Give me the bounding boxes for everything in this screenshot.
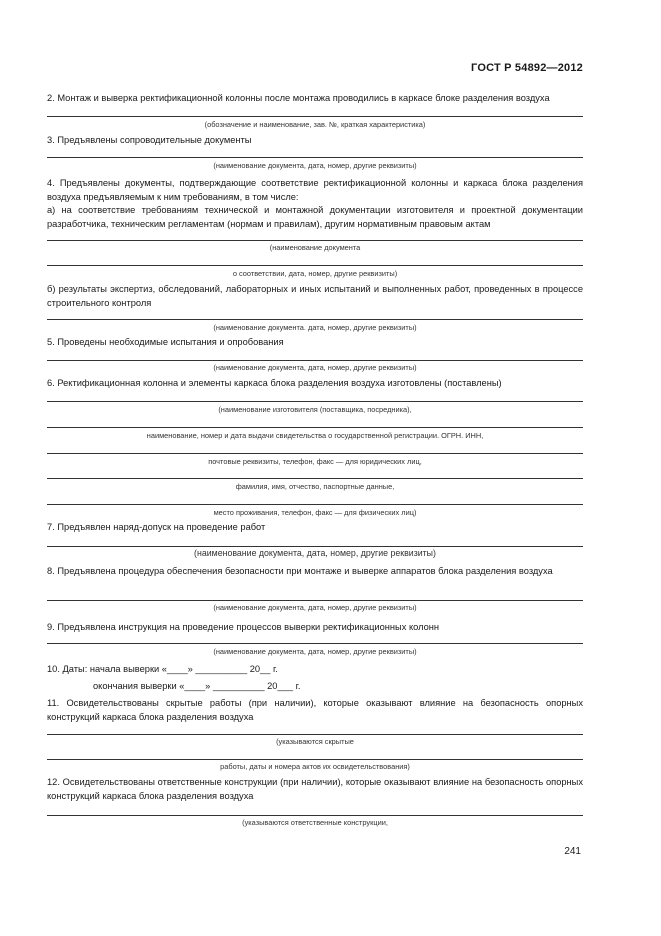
item-8-text: 8. Предъявлена процедура обеспечения безопасности при монтаже и выверке аппаратов блока разделения воздуха xyxy=(47,566,553,576)
fill-line xyxy=(47,815,583,816)
fill-line xyxy=(47,427,583,428)
item-12-text: 12. Освидетельствованы ответственные конструкции (при наличии), которые оказывают влияние на безопасность опорных конструкций каркаса блока разделения воздуха xyxy=(47,777,583,801)
item-6-caption-5: место проживания, телефон, факс — для физических лиц) xyxy=(213,508,417,517)
item-5-caption: (наименование документа, дата, номер, другие реквизиты) xyxy=(213,363,417,372)
item-11-caption-1: (указываются скрытые xyxy=(276,737,354,746)
fill-line xyxy=(47,265,583,266)
page-number: 241 xyxy=(564,846,581,857)
item-3-caption: (наименование документа, дата, номер, другие реквизиты) xyxy=(213,161,417,170)
fill-line xyxy=(47,643,583,644)
item-10-start-date: 10. Даты: начала выверки «____» __________ 20__ г. xyxy=(47,664,278,674)
item-4a-caption-2: о соответствии, дата, номер, другие реквизиты) xyxy=(232,269,398,278)
item-4-text: 4. Предъявлены документы, подтверждающие соответствие ректификационной колонны и каркаса блока разделения воздуха предъявляемым к ним требованиям, в том числе: xyxy=(47,178,583,202)
item-8-caption: (наименование документа, дата, номер, другие реквизиты) xyxy=(213,603,417,612)
item-2-caption: (обозначение и наименование, зав. №, краткая характеристика) xyxy=(204,120,426,129)
fill-line xyxy=(47,600,583,601)
item-6-text: 6. Ректификационная колонна и элементы каркаса блока разделения воздуха изготовлены (поставлены) xyxy=(47,378,502,388)
item-4b-caption: (наименование документа. дата, номер, другие реквизиты) xyxy=(213,323,417,332)
item-4a-text: а) на соответствие требованиям технической и монтажной документации изготовителя и проектной документации разработчика, техническим регламентам (нормам и правилам), другим нормативным правовым актам xyxy=(47,205,583,229)
fill-line xyxy=(47,360,583,361)
fill-line xyxy=(47,319,583,320)
item-4a-caption-1: (наименование документа xyxy=(269,243,361,252)
fill-line xyxy=(47,453,583,454)
fill-line xyxy=(47,116,583,117)
fill-line xyxy=(47,504,583,505)
fill-line xyxy=(47,478,583,479)
item-6-caption-3: почтовые реквизиты, телефон, факс — для юридических лиц, xyxy=(208,457,422,466)
item-11-text: 11. Освидетельствованы скрытые работы (при наличии), которые оказывают влияние на безопасность опорных конструкций каркаса блока разделения воздуха xyxy=(47,698,583,722)
item-6-caption-1: (наименование изготовителя (поставщика, посредника), xyxy=(218,405,412,414)
item-11-caption-2: работы, даты и номера актов их освидетельствования) xyxy=(220,762,410,771)
item-9-caption: (наименование документа, дата, номер, другие реквизиты) xyxy=(213,647,417,656)
item-7-caption: (наименование документа, дата, номер, другие реквизиты) xyxy=(194,548,436,558)
item-6-caption-2: наименование, номер и дата выдачи свидетельства о государственной регистрации. ОГРН. ИНН, xyxy=(146,431,484,440)
item-9-text: 9. Предъявлена инструкция на проведение процессов выверки ректификационных колонн xyxy=(47,622,440,632)
fill-line xyxy=(47,240,583,241)
fill-line xyxy=(47,546,583,547)
item-7-text: 7. Предъявлен наряд-допуск на проведение работ xyxy=(47,522,266,532)
item-3-text: 3. Предъявлены сопроводительные документы xyxy=(47,135,252,145)
item-12-caption: (указываются ответственные конструкции, xyxy=(242,818,388,827)
fill-line xyxy=(47,401,583,402)
item-6-caption-4: фамилия, имя, отчество, паспортные данные, xyxy=(235,482,395,491)
fill-line xyxy=(47,157,583,158)
fill-line xyxy=(47,734,583,735)
standard-header: ГОСТ Р 54892—2012 xyxy=(471,62,583,74)
item-10-end-date: окончания выверки «____» __________ 20___ г. xyxy=(93,681,301,691)
item-2-text: 2. Монтаж и выверка ректификационной колонны после монтажа проводились в каркасе блоке разделения воздуха xyxy=(47,93,550,103)
fill-line xyxy=(47,759,583,760)
item-5-text: 5. Проведены необходимые испытания и опробования xyxy=(47,337,284,347)
item-4b-text: б) результаты экспертиз, обследований, лабораторных и иных испытаний и выполненных работ, проведенных в процессе строительного контроля xyxy=(47,284,583,308)
